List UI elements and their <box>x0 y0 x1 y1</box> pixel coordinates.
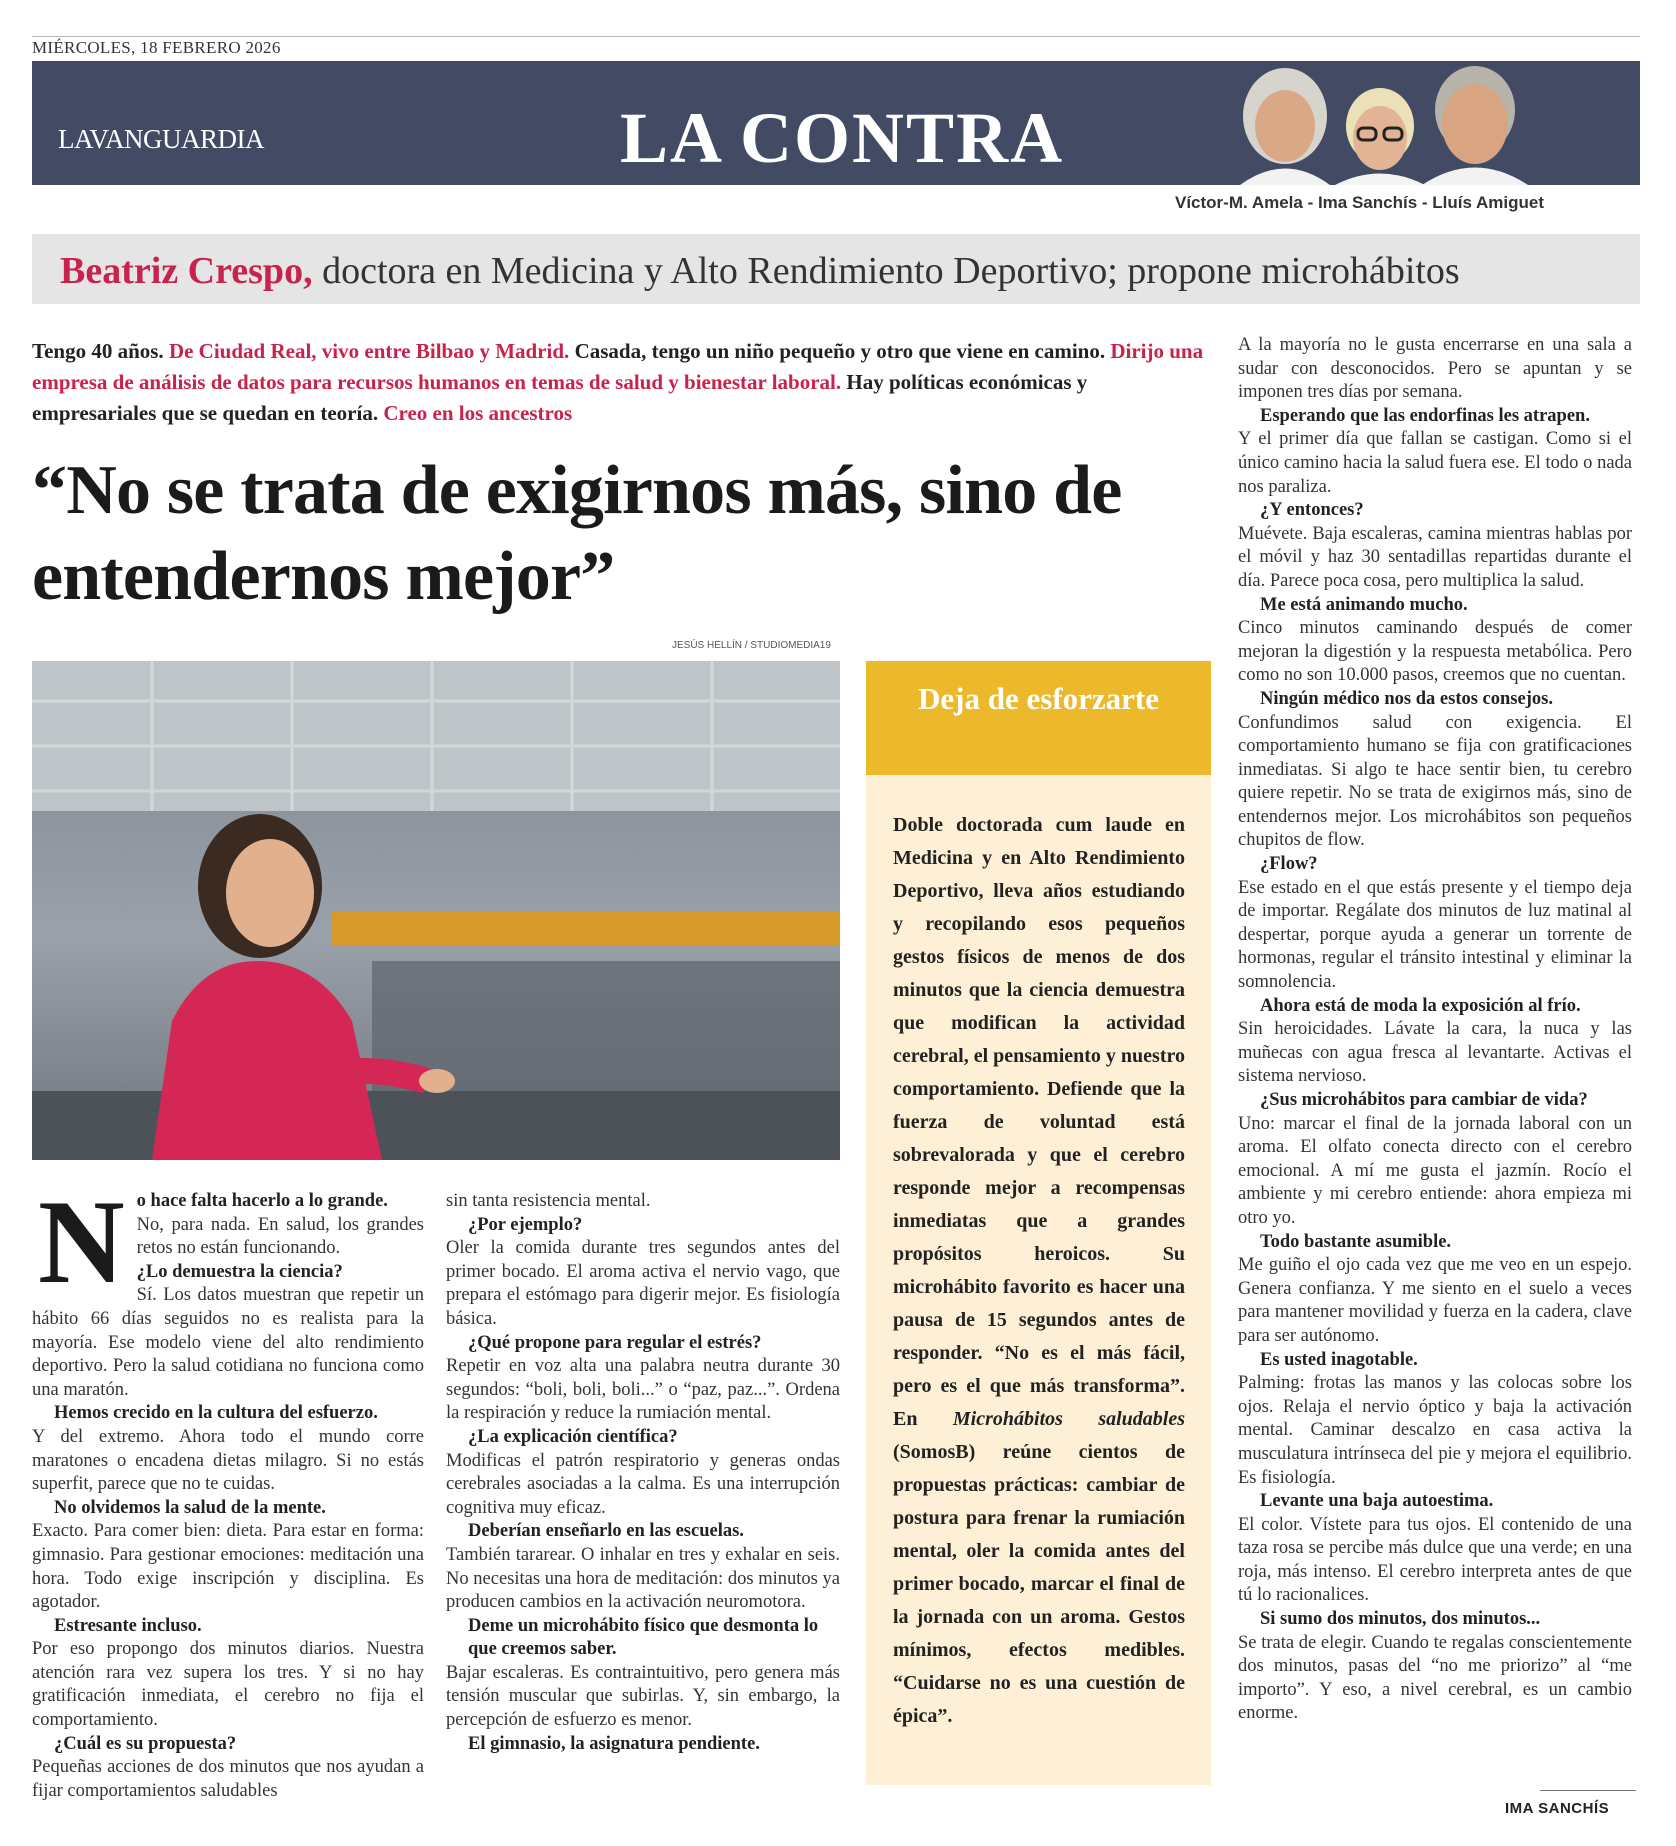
sidebar-title: Deja de esforzarte <box>918 681 1159 716</box>
newspaper-logo: LAVANGUARDIA <box>58 124 265 154</box>
interviewee-description: doctora en Medicina y Alto Rendimiento Deportivo; propone microhábitos <box>312 250 1460 292</box>
sidebar-segment: (SomosB) reúne cientos de propuestas prácticas: cambiar de postura para frenar la rumiación mental, oler la comida antes del primer bocado, marcar el final de la jornada con un aroma. Gestos mínimos, efectos medibles. “Cuidarse no es una cuestión de épica”. <box>893 1441 1185 1727</box>
interviewee-line <box>60 249 1460 293</box>
interview-question: ¿Y entonces? <box>1260 500 1364 521</box>
interview-question: ¿Qué propone para regular el estrés? <box>468 1332 762 1353</box>
interview-question: ¿Sus microhábitos para cambiar de vida? <box>1260 1090 1588 1110</box>
interview-answer: Me guiño el ojo cada vez que me veo en un espejo. Genera confianza. Y me siento en el suelo a veces para mantener movilidad y fuerza en la cadera, clave para ser autónomo. <box>1238 1255 1632 1346</box>
columnist-portrait-1 <box>1240 68 1330 185</box>
sidebar-text <box>893 809 1185 1733</box>
interview-question: Esperando que las endorfinas les atrapen. <box>1260 405 1590 426</box>
drop-cap: N <box>38 1175 125 1308</box>
columnist-portrait-2 <box>1335 88 1425 185</box>
intro-segment: Hay políticas económicas y empresariales que se quedan en teoría. <box>32 370 1088 425</box>
interview-question: ¿Por ejemplo? <box>468 1214 583 1235</box>
interview-answer: Cinco minutos caminando después de comer mejoran la digestión y la respuesta metabólica. Pero como no son 10.000 pasos, creemos que no cuentan. <box>1238 618 1632 686</box>
interview-answer: Se trata de elegir. Cuando te regalas conscientemente dos minutos, pasas del “no me priorizo” al “me importo”. Y eso, a nivel cerebral, es un cambio enorme. <box>1238 1632 1632 1724</box>
interview-question: ¿Flow? <box>1260 854 1318 875</box>
article-column-1 <box>32 1175 424 1803</box>
article-column-2 <box>446 1190 840 1756</box>
interview-question: o hace falta hacerlo a lo grande. <box>136 1191 388 1211</box>
interview-question: Ningún médico nos da estos consejos. <box>1260 688 1553 709</box>
interview-question: Es usted inagotable. <box>1260 1349 1418 1370</box>
intro-segment: Tengo 40 años. <box>32 339 169 363</box>
interview-question: Estresante incluso. <box>54 1615 202 1636</box>
interview-question: ¿Lo demuestra la ciencia? <box>136 1261 343 1282</box>
interview-answer: Uno: marcar el final de la jornada laboral con un aroma. El olfato conecta directo con el cerebro emocional. A mí me gusta el jazmín. Rocío el ambiente y mi cerebro entiende: ahora empieza mi otro yo. <box>1238 1113 1632 1228</box>
columnist-portrait-3 <box>1422 66 1528 185</box>
interview-answer: También tararear. O inhalar en tres y exhalar en seis. No necesitas una hora de meditación: dos minutos ya producen cambios en la activación neuromotora. <box>446 1544 840 1613</box>
interview-question: Si sumo dos minutos, dos minutos... <box>1260 1609 1541 1630</box>
interview-answer: sin tanta resistencia mental. <box>446 1191 651 1211</box>
interview-answer: A la mayoría no le gusta encerrarse en una sala a sudar con desconocidos. Pero se apuntan y se imponen tres días por semana. <box>1238 335 1632 403</box>
author-signature: IMA SANCHÍS <box>1505 1800 1610 1817</box>
interview-answer: Pequeñas acciones de dos minutos que nos ayudan a fijar comportamientos saludables <box>32 1757 424 1801</box>
sidebar-segment: Doble doctorada cum laude en Medicina y en Alto Rendimiento Deportivo, lleva años estudiando y recopilando esos pequeños gestos físicos de menos de dos minutos que la ciencia demuestra que modifican la actividad cerebral, el pensamiento y nuestro comportamiento. Defiende que la fuerza de voluntad está sobrevalorada y que el cerebro responde mejor a recompensas inmediatas que a grandes propósitos heroicos. Su microhábito favorito es hacer una pausa de 15 segundos antes de responder. “No es el más fácil, pero es el que más transforma”. En <box>893 814 1186 1430</box>
profile-intro <box>32 336 1212 429</box>
book-title: Microhábitos saludables <box>952 1408 1186 1430</box>
columnists-names: Víctor-M. Amela - Ima Sanchís - Lluís Amiguet <box>1175 193 1545 212</box>
interview-answer: Confundimos salud con exigencia. El comportamiento humano se fija con gratificaciones inmediatas. Si algo te hace sentir bien, tu cerebro quiere repetir. No se trata de exigirnos más, sino de entendernos mejor. Los microhábitos son pequeños chupitos de flow. <box>1238 712 1632 851</box>
interview-question: ¿Cuál es su propuesta? <box>54 1733 237 1754</box>
interview-answer: Exacto. Para comer bien: dieta. Para estar en forma: gimnasio. Para gestionar emociones: meditación una hora. Todo exige inscripción y disciplina. Es agotador. <box>32 1521 424 1613</box>
section-title: LA CONTRA <box>620 98 1065 178</box>
interview-question: Deme un microhábito físico que desmonta lo que creemos saber. <box>468 1615 819 1660</box>
issue-date: MIÉRCOLES, 18 FEBRERO 2026 <box>32 38 281 57</box>
interview-question: Todo bastante asumible. <box>1260 1231 1452 1252</box>
interview-answer: Por eso propongo dos minutos diarios. Nuestra atención rara vez supera los tres. Y si no hay gratificación inmediata, el cerebro no fija el comportamiento. <box>32 1639 424 1731</box>
interview-answer: Y del extremo. Ahora todo el mundo corre maratones o encadena dietas milagro. Si no estás superfit, parece que no te cuidas. <box>32 1426 424 1495</box>
intro-segment: Creo en los ancestros <box>383 401 573 425</box>
interview-answer: Y el primer día que fallan se castigan. Como si el único camino hacia la salud fuera ese. El todo o nada nos paraliza. <box>1238 429 1632 497</box>
interview-answer: Modificas el patrón respiratorio y generas ondas cerebrales asociadas a la calma. Es una interrupción cognitiva muy eficaz. <box>446 1450 840 1518</box>
interview-question: El gimnasio, la asignatura pendiente. <box>468 1733 760 1754</box>
interview-answer: Oler la comida durante tres segundos antes del primer bocado. El aroma activa el nervio vago, que prepara el estómago para digerir mejor. Es fisiología básica. <box>446 1238 840 1329</box>
interview-question: No olvidemos la salud de la mente. <box>54 1497 326 1518</box>
interview-answer: Sí. Los datos muestran que repetir un hábito 66 días seguidos no es realista para la mayoría. Ese modelo viene del alto rendimiento deportivo. Pero la salud cotidiana no funciona como una maratón. <box>32 1285 424 1400</box>
interview-answer: Muévete. Baja escaleras, camina mientras hablas por el móvil y haz 30 sentadillas repartidas durante el día. Parece poca cosa, pero multiplica la salud. <box>1238 523 1632 591</box>
interview-answer: El color. Vístete para tus ojos. El contenido de una taza rosa se percibe más dulce que una verde; en una roja, más intenso. El cerebro interpreta antes de que tú lo racionalices. <box>1238 1514 1632 1606</box>
sidebar-header <box>866 661 1211 775</box>
interview-question: Me está animando mucho. <box>1260 594 1468 615</box>
intro-segment: Casada, tengo un niño pequeño y otro que viene en camino. <box>569 339 1111 363</box>
interviewee-photo <box>32 661 840 1160</box>
interview-answer: Ese estado en el que estás presente y el tiempo deja de importar. Regálate dos minutos de luz matinal al despertar, porque ayuda a generar un torrente de hormonas, regular el tránsito intestinal y eliminar la somnolencia. <box>1238 877 1632 993</box>
interview-question: Levante una baja autoestima. <box>1260 1491 1494 1512</box>
top-rule <box>32 36 1640 37</box>
article-column-3 <box>1238 334 1632 1726</box>
headline: “No se trata de exigirnos más, sino de entendernos mejor” <box>32 452 1122 615</box>
photo-credit: JESÚS HELLÍN / STUDIOMEDIA19 <box>672 640 831 651</box>
intro-segment: Dirijo una empresa de análisis de datos para recursos humanos en temas de salud y bienestar laboral. <box>32 339 1204 394</box>
interview-answer: Sin heroicidades. Lávate la cara, la nuca y las muñecas con agua fresca al levantarte. Activas el sistema nervioso. <box>1238 1019 1632 1087</box>
columnists-portrait <box>1230 44 1530 185</box>
intro-segment: De Ciudad Real, vivo entre Bilbao y Madrid. <box>168 339 570 363</box>
signature-rule <box>1540 1790 1636 1791</box>
interview-answer: Repetir en voz alta una palabra neutra durante 30 segundos: “boli, boli, boli...” o “paz, paz...”. Ordena la respiración y reduce la rumiación mental. <box>446 1356 840 1424</box>
interview-question: Hemos crecido en la cultura del esfuerzo. <box>54 1403 378 1424</box>
interview-question: ¿La explicación científica? <box>468 1426 678 1447</box>
interview-question: Deberían enseñarlo en las escuelas. <box>468 1521 744 1542</box>
interview-question: Ahora está de moda la exposición al frío. <box>1260 995 1581 1016</box>
interview-answer: Bajar escaleras. Es contraintuitivo, pero genera más tensión muscular que subirlas. Y, sin embargo, la percepción de esfuerzo es menor. <box>446 1662 840 1731</box>
interviewee-name: Beatriz Crespo, <box>60 250 313 292</box>
interview-answer: No, para nada. En salud, los grandes retos no están funcionando. <box>136 1214 424 1259</box>
interview-answer: Palming: frotas las manos y las colocas sobre los ojos. Relaja el nervio óptico y baja la activación mental. Caminar descalzo en casa activa la musculatura intrínseca del pie y mejora el equilibrio. Es fisiología. <box>1238 1373 1632 1488</box>
